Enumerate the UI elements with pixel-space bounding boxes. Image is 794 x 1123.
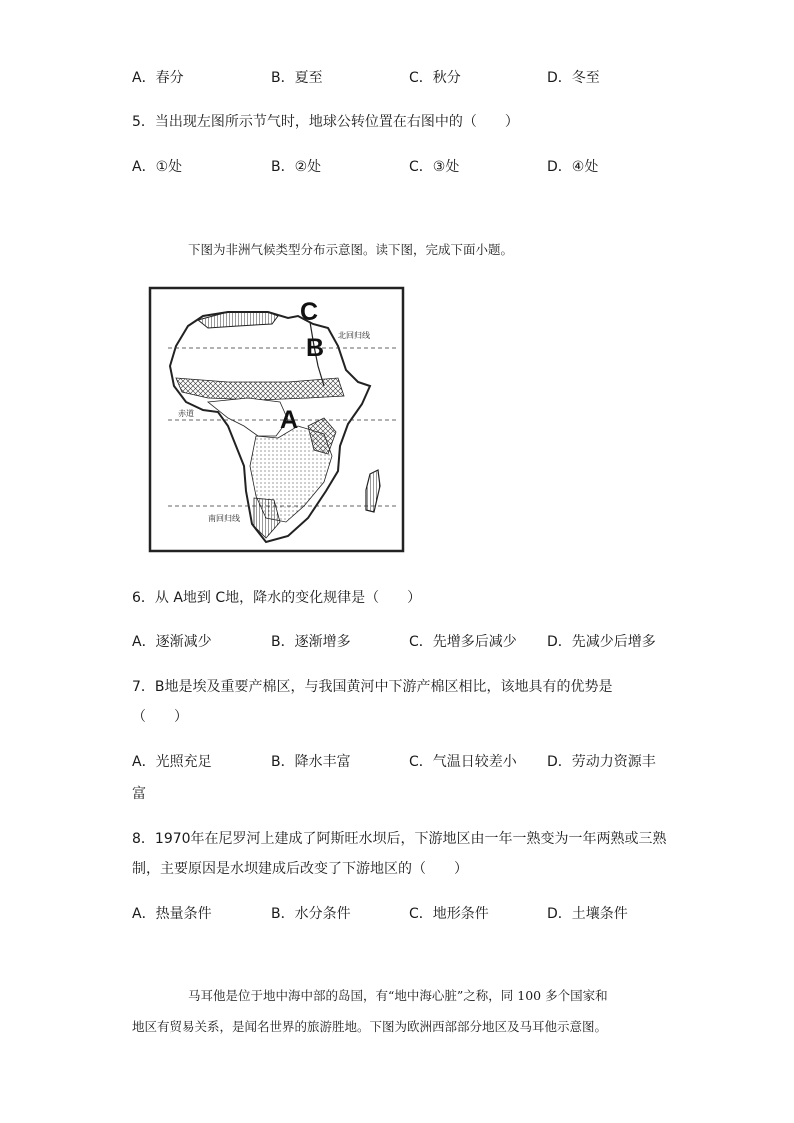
q5-stem: 5．当出现左图所示节气时，地球公转位置在右图中的（ ） <box>132 114 519 130</box>
label-equator: 赤道 <box>178 409 194 418</box>
q4-options <box>132 67 732 91</box>
point-c-label: C <box>300 298 319 326</box>
label-south-tropic: 南回归线 <box>208 514 240 523</box>
q4-option-a[interactable]: A．春分 <box>132 70 184 86</box>
q7-options <box>132 751 732 775</box>
q5-option-b[interactable]: B．②处 <box>271 159 322 175</box>
q7-option-d[interactable]: D．劳动力资源丰 <box>547 754 656 770</box>
q5-options <box>132 156 732 180</box>
q6-option-a[interactable]: A．逐渐减少 <box>132 634 212 650</box>
q4-option-d[interactable]: D．冬至 <box>547 70 600 86</box>
q5-option-d[interactable]: D．④处 <box>547 159 599 175</box>
q8-stem-line2: 制，主要原因是水坝建成后改变了下游地区的（ ） <box>132 861 468 877</box>
q8-option-d[interactable]: D．土壤条件 <box>547 906 628 922</box>
q6-options <box>132 631 732 655</box>
q5-option-a[interactable]: A．①处 <box>132 159 183 175</box>
q6-option-c[interactable]: C．先增多后减少 <box>409 634 517 650</box>
q8-option-b[interactable]: B．水分条件 <box>271 906 351 922</box>
q8-stem-line1: 8．1970年在尼罗河上建成了阿斯旺水坝后，下游地区由一年一熟变为一年两熟或三熟 <box>132 831 667 847</box>
point-a-label: A <box>280 406 299 434</box>
q7-option-a[interactable]: A．光照充足 <box>132 754 212 770</box>
q5-option-c[interactable]: C．③处 <box>409 159 460 175</box>
q8-option-a[interactable]: A．热量条件 <box>132 906 212 922</box>
q6-option-b[interactable]: B．逐渐增多 <box>271 634 351 650</box>
q4-option-b[interactable]: B．夏至 <box>271 70 323 86</box>
passage-malta-line2: 地区有贸易关系，是闻名世界的旅游胜地。下图为欧洲西部部分地区及马耳他示意图。 <box>132 1019 608 1034</box>
q8-options <box>132 903 732 927</box>
africa-climate-map <box>148 286 406 554</box>
q6-option-d[interactable]: D．先减少后增多 <box>547 634 656 650</box>
q4-option-c[interactable]: C．秋分 <box>409 70 461 86</box>
passage-africa-intro: 下图为非洲气候类型分布示意图。读下图，完成下面小题。 <box>188 242 514 257</box>
passage-malta-line1: 马耳他是位于地中海中部的岛国，有“地中海心脏”之称，同 100 多个国家和 <box>188 988 608 1003</box>
q7-stem-line1: 7．B地是埃及重要产棉区，与我国黄河中下游产棉区相比，该地具有的优势是 <box>132 679 613 695</box>
q8-option-c[interactable]: C．地形条件 <box>409 906 489 922</box>
q7-option-c[interactable]: C．气温日较差小 <box>409 754 517 770</box>
label-north-tropic: 北回归线 <box>338 331 370 340</box>
q6-stem: 6．从 A地到 C地，降水的变化规律是（ ） <box>132 590 422 606</box>
q7-option-b[interactable]: B．降水丰富 <box>271 754 351 770</box>
q7-option-d-wrap: 富 <box>132 786 146 802</box>
q7-stem-line2: （ ） <box>132 709 188 725</box>
point-b-label: B <box>306 334 325 362</box>
